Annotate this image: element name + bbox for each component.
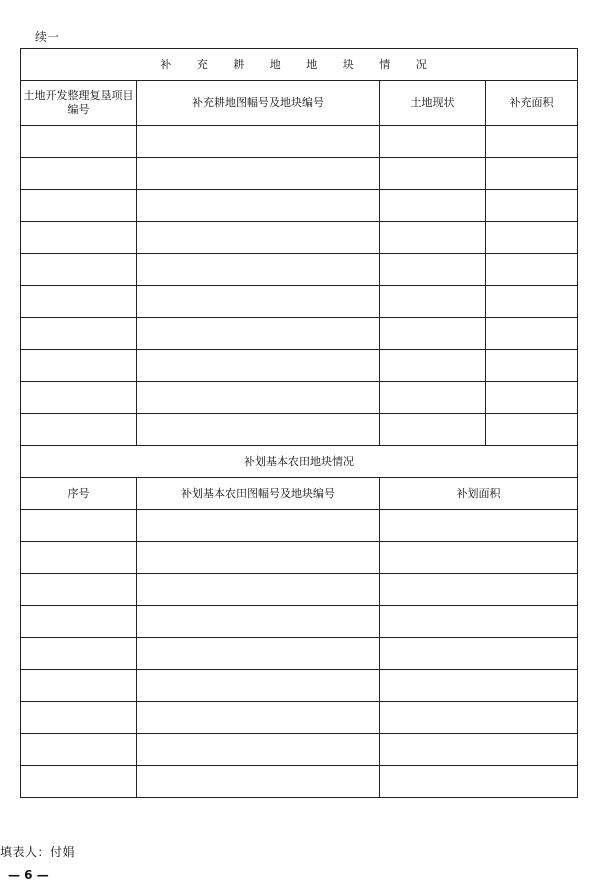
farmland-table-row [21, 510, 578, 542]
farmland-table-row [21, 702, 578, 734]
filler-label: 填表人： [0, 845, 51, 859]
serial-number-cell[interactable] [21, 734, 137, 766]
map-block-number-cell[interactable] [137, 350, 380, 382]
serial-number-cell[interactable] [21, 670, 137, 702]
project-number-cell[interactable] [21, 222, 137, 254]
header-serial-number: 序号 [21, 478, 137, 510]
continued-label: 续一 [35, 30, 60, 44]
supplement-table-row [21, 158, 578, 190]
supplement-area-cell[interactable] [486, 414, 578, 446]
supplement-table-row [21, 414, 578, 446]
land-status-cell[interactable] [380, 286, 486, 318]
farmland-table-row [21, 542, 578, 574]
farmland-area-cell[interactable] [380, 574, 578, 606]
supplement-table-row [21, 286, 578, 318]
farmland-title-row [21, 446, 578, 478]
farmland-block-number-cell[interactable] [137, 542, 380, 574]
farmland-block-number-cell[interactable] [137, 606, 380, 638]
project-number-cell[interactable] [21, 382, 137, 414]
land-status-cell[interactable] [380, 350, 486, 382]
farmland-table-row [21, 766, 578, 798]
farmland-block-number-cell[interactable] [137, 670, 380, 702]
farmland-area-cell[interactable] [380, 702, 578, 734]
serial-number-cell[interactable] [21, 638, 137, 670]
map-block-number-cell[interactable] [137, 382, 380, 414]
map-block-number-cell[interactable] [137, 318, 380, 350]
land-status-cell[interactable] [380, 222, 486, 254]
supplement-area-cell[interactable] [486, 286, 578, 318]
farmland-table-row [21, 670, 578, 702]
serial-number-cell[interactable] [21, 574, 137, 606]
supplement-area-cell[interactable] [486, 382, 578, 414]
filler-name: 付娟 [50, 845, 76, 859]
farmland-block-number-cell[interactable] [137, 734, 380, 766]
map-block-number-cell[interactable] [137, 286, 380, 318]
project-number-cell[interactable] [21, 254, 137, 286]
land-status-cell[interactable] [380, 382, 486, 414]
filler-line [0, 843, 75, 860]
supplement-table-row [21, 222, 578, 254]
supplement-area-cell[interactable] [486, 158, 578, 190]
project-number-cell[interactable] [21, 190, 137, 222]
map-block-number-cell[interactable] [137, 222, 380, 254]
farmland-block-number-cell[interactable] [137, 574, 380, 606]
farmland-block-number-cell[interactable] [137, 702, 380, 734]
farmland-area-cell[interactable] [380, 606, 578, 638]
farmland-table-row [21, 574, 578, 606]
farmland-table-row [21, 606, 578, 638]
farmland-block-number-cell[interactable] [137, 510, 380, 542]
serial-number-cell[interactable] [21, 702, 137, 734]
land-status-cell[interactable] [380, 254, 486, 286]
serial-number-cell[interactable] [21, 510, 137, 542]
supplement-area-cell[interactable] [486, 222, 578, 254]
farmland-table-row [21, 734, 578, 766]
land-block-table [20, 48, 578, 798]
supplement-table-row [21, 382, 578, 414]
map-block-number-cell[interactable] [137, 414, 380, 446]
project-number-cell[interactable] [21, 318, 137, 350]
land-status-cell[interactable] [380, 126, 486, 158]
land-status-cell[interactable] [380, 414, 486, 446]
serial-number-cell[interactable] [21, 766, 137, 798]
land-status-cell[interactable] [380, 158, 486, 190]
header-project-number: 土地开发整理复垦项目编号 [21, 81, 137, 126]
farmland-section-title: 补划基本农田地块情况 [21, 446, 578, 478]
farmland-header-row [21, 478, 578, 510]
page-number: — 6 — [8, 868, 49, 882]
map-block-number-cell[interactable] [137, 254, 380, 286]
supplement-area-cell[interactable] [486, 126, 578, 158]
header-supplement-area: 补充面积 [486, 81, 578, 126]
supplement-area-cell[interactable] [486, 190, 578, 222]
farmland-area-cell[interactable] [380, 542, 578, 574]
serial-number-cell[interactable] [21, 542, 137, 574]
farmland-area-cell[interactable] [380, 734, 578, 766]
supplement-table-row [21, 126, 578, 158]
map-block-number-cell[interactable] [137, 158, 380, 190]
farmland-area-cell[interactable] [380, 766, 578, 798]
serial-number-cell[interactable] [21, 606, 137, 638]
project-number-cell[interactable] [21, 286, 137, 318]
header-farmland-area: 补划面积 [380, 478, 578, 510]
farmland-block-number-cell[interactable] [137, 766, 380, 798]
supplement-table-row [21, 318, 578, 350]
map-block-number-cell[interactable] [137, 126, 380, 158]
farmland-area-cell[interactable] [380, 670, 578, 702]
farmland-area-cell[interactable] [380, 638, 578, 670]
header-supplement-map-number: 补充耕地图幅号及地块编号 [137, 81, 380, 126]
supplement-area-cell[interactable] [486, 318, 578, 350]
header-land-status: 土地现状 [380, 81, 486, 126]
header-farmland-map-number: 补划基本农田图幅号及地块编号 [137, 478, 380, 510]
land-status-cell[interactable] [380, 190, 486, 222]
supplement-area-cell[interactable] [486, 350, 578, 382]
project-number-cell[interactable] [21, 158, 137, 190]
project-number-cell[interactable] [21, 414, 137, 446]
supplement-header-row [21, 81, 578, 126]
supplement-title-row [21, 49, 578, 81]
map-block-number-cell[interactable] [137, 190, 380, 222]
farmland-area-cell[interactable] [380, 510, 578, 542]
supplement-table-row [21, 350, 578, 382]
supplement-section-title: 补 充 耕 地 地 块 情 况 [21, 49, 578, 81]
supplement-area-cell[interactable] [486, 254, 578, 286]
project-number-cell[interactable] [21, 126, 137, 158]
supplement-table-row [21, 190, 578, 222]
farmland-table-row [21, 638, 578, 670]
land-status-cell[interactable] [380, 318, 486, 350]
supplement-table-row [21, 254, 578, 286]
farmland-block-number-cell[interactable] [137, 638, 380, 670]
project-number-cell[interactable] [21, 350, 137, 382]
